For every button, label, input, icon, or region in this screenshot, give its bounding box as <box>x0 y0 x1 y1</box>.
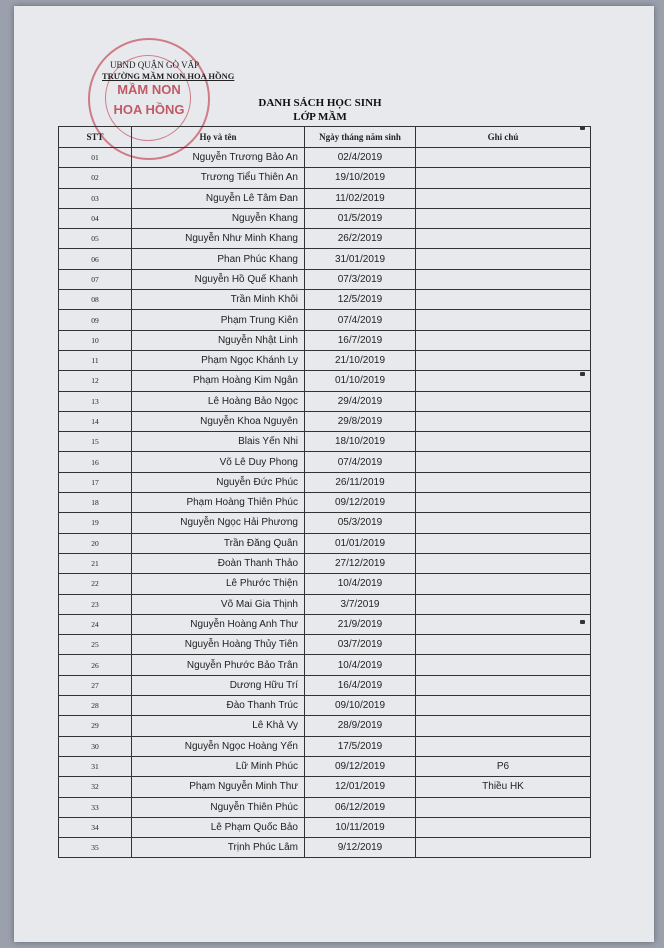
cell-stt: 31 <box>59 756 132 776</box>
cell-stt: 18 <box>59 493 132 513</box>
cell-name: Nguyễn Như Minh Khang <box>132 229 305 249</box>
cell-name: Đào Thanh Trúc <box>132 696 305 716</box>
cell-name: Võ Lê Duy Phong <box>132 452 305 472</box>
cell-note <box>416 188 591 208</box>
cell-note <box>416 148 591 168</box>
table-row <box>59 797 591 817</box>
table-row <box>59 290 591 310</box>
cell-note <box>416 391 591 411</box>
table-row <box>59 614 591 634</box>
cell-note <box>416 696 591 716</box>
cell-note <box>416 594 591 614</box>
cell-dob: 01/01/2019 <box>305 533 416 553</box>
cell-stt: 33 <box>59 797 132 817</box>
cell-note: P6 <box>416 756 591 776</box>
cell-stt: 29 <box>59 716 132 736</box>
cell-dob: 10/4/2019 <box>305 574 416 594</box>
cell-stt: 21 <box>59 553 132 573</box>
table-row <box>59 533 591 553</box>
cell-dob: 07/3/2019 <box>305 269 416 289</box>
cell-stt: 05 <box>59 229 132 249</box>
cell-stt: 13 <box>59 391 132 411</box>
cell-note <box>416 635 591 655</box>
cell-name: Nguyễn Lê Tâm Đan <box>132 188 305 208</box>
cell-name: Nguyễn Ngọc Hoàng Yến <box>132 736 305 756</box>
cell-note <box>416 675 591 695</box>
cell-dob: 28/9/2019 <box>305 716 416 736</box>
cell-dob: 12/5/2019 <box>305 290 416 310</box>
cell-note <box>416 452 591 472</box>
cell-name: Lê Hoàng Bảo Ngọc <box>132 391 305 411</box>
table-row <box>59 452 591 472</box>
table-header-row <box>59 127 591 148</box>
cell-stt: 22 <box>59 574 132 594</box>
cell-note: Thiều HK <box>416 777 591 797</box>
cell-dob: 09/12/2019 <box>305 756 416 776</box>
cell-stt: 25 <box>59 635 132 655</box>
cell-note <box>416 472 591 492</box>
cell-name: Phan Phúc Khang <box>132 249 305 269</box>
cell-dob: 07/4/2019 <box>305 452 416 472</box>
cell-name: Nguyễn Hồ Quế Khanh <box>132 269 305 289</box>
school-name: TRƯỜNG MẦM NON HOA HỒNG <box>102 71 235 81</box>
cell-note <box>416 168 591 188</box>
table-row <box>59 310 591 330</box>
cell-note <box>416 716 591 736</box>
cell-stt: 26 <box>59 655 132 675</box>
cell-dob: 09/10/2019 <box>305 696 416 716</box>
cell-stt: 30 <box>59 736 132 756</box>
cell-dob: 3/7/2019 <box>305 594 416 614</box>
table-row <box>59 696 591 716</box>
cell-dob: 21/9/2019 <box>305 614 416 634</box>
table-row <box>59 330 591 350</box>
cell-dob: 02/4/2019 <box>305 148 416 168</box>
table-row <box>59 493 591 513</box>
cell-stt: 35 <box>59 838 132 858</box>
table-row <box>59 208 591 228</box>
cell-note <box>416 736 591 756</box>
cell-stt: 04 <box>59 208 132 228</box>
cell-name: Trần Đăng Quân <box>132 533 305 553</box>
table-row <box>59 350 591 370</box>
cell-stt: 12 <box>59 371 132 391</box>
table-row <box>59 553 591 573</box>
cell-dob: 16/7/2019 <box>305 330 416 350</box>
cell-stt: 20 <box>59 533 132 553</box>
table-row <box>59 472 591 492</box>
authority-name: UBND QUẬN GÒ VẤP <box>110 60 200 70</box>
table-row <box>59 635 591 655</box>
cell-dob: 01/10/2019 <box>305 371 416 391</box>
cell-stt: 15 <box>59 432 132 452</box>
header-dob: Ngày tháng năm sinh <box>305 127 416 148</box>
cell-stt: 17 <box>59 472 132 492</box>
cell-name: Nguyễn Ngọc Hải Phương <box>132 513 305 533</box>
cell-name: Lê Phạm Quốc Bảo <box>132 817 305 837</box>
cell-stt: 11 <box>59 350 132 370</box>
cell-stt: 28 <box>59 696 132 716</box>
stamp-line-1: MẦM NON <box>117 82 181 97</box>
cell-name: Nguyễn Phước Bảo Trân <box>132 655 305 675</box>
cell-name: Dương Hữu Trí <box>132 675 305 695</box>
cell-name: Lữ Minh Phúc <box>132 756 305 776</box>
cell-dob: 29/4/2019 <box>305 391 416 411</box>
cell-name: Trần Minh Khôi <box>132 290 305 310</box>
cell-name: Lê Phước Thiện <box>132 574 305 594</box>
cell-dob: 16/4/2019 <box>305 675 416 695</box>
cell-name: Phạm Nguyễn Minh Thư <box>132 777 305 797</box>
cell-stt: 07 <box>59 269 132 289</box>
cell-name: Blais Yến Nhi <box>132 432 305 452</box>
cell-stt: 24 <box>59 614 132 634</box>
cell-stt: 23 <box>59 594 132 614</box>
cell-note <box>416 838 591 858</box>
cell-stt: 02 <box>59 168 132 188</box>
stamp-line-2: HOA HỒNG <box>113 102 185 117</box>
cell-note <box>416 350 591 370</box>
student-table <box>58 126 591 858</box>
table-row <box>59 838 591 858</box>
table-row <box>59 188 591 208</box>
cell-name: Trịnh Phúc Lâm <box>132 838 305 858</box>
cell-dob: 29/8/2019 <box>305 411 416 431</box>
cell-dob: 01/5/2019 <box>305 208 416 228</box>
header-note: Ghi chú <box>416 127 591 148</box>
cell-note <box>416 655 591 675</box>
cell-dob: 11/02/2019 <box>305 188 416 208</box>
cell-name: Nguyễn Hoàng Thủy Tiên <box>132 635 305 655</box>
cell-stt: 19 <box>59 513 132 533</box>
cell-stt: 06 <box>59 249 132 269</box>
cell-dob: 17/5/2019 <box>305 736 416 756</box>
cell-stt: 10 <box>59 330 132 350</box>
cell-note <box>416 330 591 350</box>
table-row <box>59 574 591 594</box>
cell-note <box>416 797 591 817</box>
cell-name: Trương Tiểu Thiên An <box>132 168 305 188</box>
cell-dob: 10/11/2019 <box>305 817 416 837</box>
cell-note <box>416 533 591 553</box>
table-row <box>59 777 591 797</box>
cell-name: Phạm Ngọc Khánh Ly <box>132 350 305 370</box>
table-row <box>59 391 591 411</box>
cell-note <box>416 411 591 431</box>
cell-name: Nguyễn Khang <box>132 208 305 228</box>
cell-note <box>416 817 591 837</box>
cell-dob: 09/12/2019 <box>305 493 416 513</box>
table-row <box>59 432 591 452</box>
table-row <box>59 411 591 431</box>
table-row <box>59 249 591 269</box>
cell-stt: 09 <box>59 310 132 330</box>
cell-stt: 14 <box>59 411 132 431</box>
table-row <box>59 756 591 776</box>
cell-note <box>416 208 591 228</box>
cell-name: Nguyễn Thiên Phúc <box>132 797 305 817</box>
cell-dob: 18/10/2019 <box>305 432 416 452</box>
header-stt: STT <box>59 127 132 148</box>
table-row <box>59 371 591 391</box>
cell-stt: 16 <box>59 452 132 472</box>
table-row <box>59 148 591 168</box>
cell-name: Nguyễn Nhật Linh <box>132 330 305 350</box>
table-row <box>59 675 591 695</box>
cell-note <box>416 310 591 330</box>
title-line-1: DANH SÁCH HỌC SINH <box>258 97 382 109</box>
cell-stt: 01 <box>59 148 132 168</box>
table-row <box>59 594 591 614</box>
document-title <box>220 96 420 124</box>
cell-name: Nguyễn Hoàng Anh Thư <box>132 614 305 634</box>
cell-dob: 26/2/2019 <box>305 229 416 249</box>
header-name: Họ và tên <box>132 127 305 148</box>
table-row <box>59 168 591 188</box>
table-row <box>59 229 591 249</box>
cell-name: Nguyễn Trương Bảo An <box>132 148 305 168</box>
cell-note <box>416 432 591 452</box>
cell-name: Nguyễn Khoa Nguyên <box>132 411 305 431</box>
cell-dob: 10/4/2019 <box>305 655 416 675</box>
cell-name: Võ Mai Gia Thịnh <box>132 594 305 614</box>
cell-dob: 31/01/2019 <box>305 249 416 269</box>
cell-name: Nguyễn Đức Phúc <box>132 472 305 492</box>
cell-stt: 08 <box>59 290 132 310</box>
cell-name: Đoàn Thanh Thảo <box>132 553 305 573</box>
cell-name: Phạm Trung Kiên <box>132 310 305 330</box>
document-header <box>102 60 234 82</box>
cell-stt: 32 <box>59 777 132 797</box>
table-row <box>59 736 591 756</box>
cell-note <box>416 493 591 513</box>
table-row <box>59 269 591 289</box>
table-row <box>59 655 591 675</box>
cell-dob: 27/12/2019 <box>305 553 416 573</box>
cell-note <box>416 249 591 269</box>
cell-dob: 03/7/2019 <box>305 635 416 655</box>
cell-note <box>416 269 591 289</box>
cell-note <box>416 229 591 249</box>
cell-name: Lê Khả Vy <box>132 716 305 736</box>
cell-note <box>416 513 591 533</box>
cell-note <box>416 574 591 594</box>
cell-dob: 21/10/2019 <box>305 350 416 370</box>
cell-stt: 03 <box>59 188 132 208</box>
cell-note <box>416 290 591 310</box>
cell-note <box>416 614 591 634</box>
cell-dob: 05/3/2019 <box>305 513 416 533</box>
cell-dob: 19/10/2019 <box>305 168 416 188</box>
table-row <box>59 817 591 837</box>
cell-dob: 06/12/2019 <box>305 797 416 817</box>
cell-name: Phạm Hoàng Kim Ngân <box>132 371 305 391</box>
cell-dob: 07/4/2019 <box>305 310 416 330</box>
cell-name: Phạm Hoàng Thiên Phúc <box>132 493 305 513</box>
cell-dob: 26/11/2019 <box>305 472 416 492</box>
cell-stt: 34 <box>59 817 132 837</box>
cell-note <box>416 553 591 573</box>
table-row <box>59 513 591 533</box>
cell-dob: 9/12/2019 <box>305 838 416 858</box>
table-row <box>59 716 591 736</box>
cell-note <box>416 371 591 391</box>
cell-stt: 27 <box>59 675 132 695</box>
cell-dob: 12/01/2019 <box>305 777 416 797</box>
title-line-2: LỚP MẦM <box>293 111 347 123</box>
